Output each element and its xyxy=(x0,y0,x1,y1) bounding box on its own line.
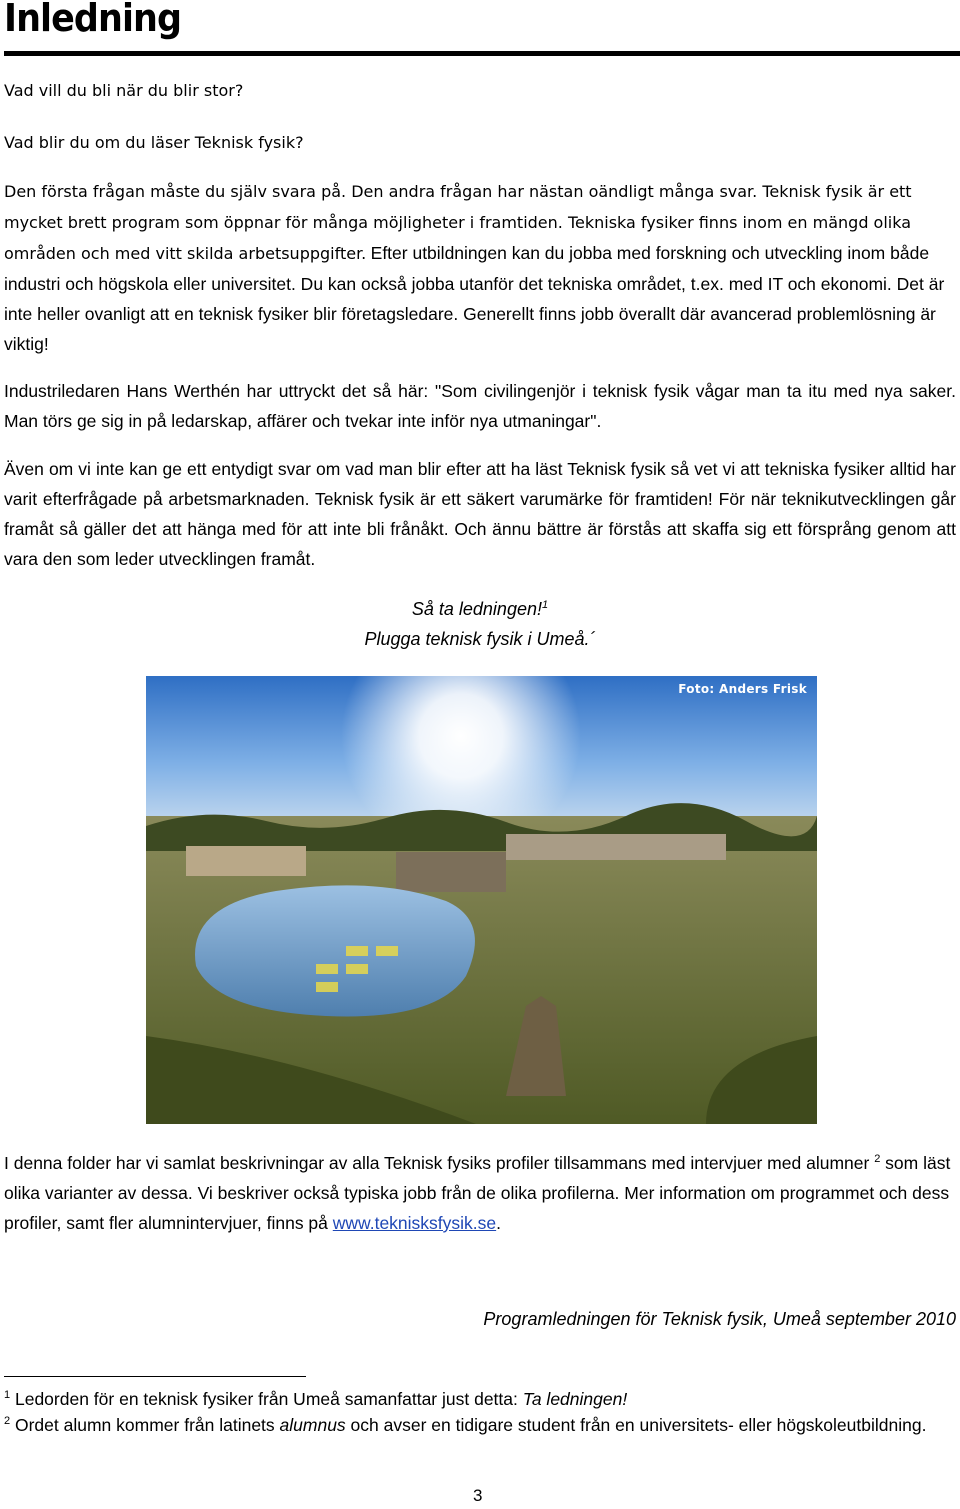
intro-paragraph xyxy=(4,176,956,359)
intro-text-b: Efter utbildningen kan du jobba med forskning och utveckling inom både industri och högskola eller universitet. Du kan också jobba utanför det tekniska området, t.ex. med IT och ekonomi. Det är inte heller ovanligt att en teknisk fysiker blir företagsledare. Generellt finns jobb överallt där avancerad problemlösning är viktig! xyxy=(4,243,945,354)
footnote-2-number: 2 xyxy=(4,1415,11,1428)
footnote-ref-2[interactable]: 2 xyxy=(874,1153,881,1166)
signature: Programledningen för Teknisk fysik, Umeå september 2010 xyxy=(483,1309,956,1329)
building-center xyxy=(396,852,506,892)
folder-text-1: I denna folder har vi samlat beskrivningar av alla Teknisk fysiks profiler tillsammans med intervjuer med alumner xyxy=(4,1153,870,1173)
campus-photo xyxy=(146,676,817,1124)
website-link[interactable]: www.teknisksfysik.se xyxy=(332,1213,497,1233)
folder-text-2: som läst olika varianter av dessa. Vi beskriver också typiska jobb från de olika profilerna. Mer information om programmet och dess profiler, samt fler alumnintervjuer, finns på xyxy=(4,1153,951,1233)
footnote-1-number: 1 xyxy=(4,1389,11,1402)
footnote-2-text-c: och avser en tidigare student från en universitets- eller högskoleutbildning. xyxy=(345,1415,927,1435)
folder-text-end: . xyxy=(496,1213,502,1233)
pond xyxy=(195,885,475,1016)
motto-text-1: Så ta ledningen! xyxy=(411,599,542,619)
footnote-rule xyxy=(4,1376,306,1377)
campus-photo-illustration xyxy=(146,676,817,1124)
building-right xyxy=(506,834,726,860)
photo-credit: Foto: Anders Frisk xyxy=(678,682,807,696)
footnote-2-emphasis: alumnus xyxy=(279,1415,346,1435)
footnote-1-emphasis: Ta ledningen! xyxy=(522,1389,628,1409)
heading-rule xyxy=(4,51,960,56)
question-2: Vad blir du om du läser Teknisk fysik? xyxy=(4,133,304,152)
page-number: 3 xyxy=(473,1486,483,1505)
footnote-1 xyxy=(4,1386,954,1412)
question-1: Vad vill du bli när du blir stor? xyxy=(4,81,244,100)
motto-line-1 xyxy=(4,594,956,624)
intro-text-a: Den första frågan måste du själv svara på. Den andra frågan har nästan oändligt många svar. Teknisk fysik är ett mycket brett program som öppnar för många möjligheter i framtiden. Tekniska fysiker finns inom en mängd olika områden och med vitt skilda arbetsuppgifter. xyxy=(4,182,912,263)
page-heading: Inledning xyxy=(4,0,182,40)
footnote-1-text: Ledorden för en teknisk fysiker från Umeå samanfattar just detta: xyxy=(10,1389,523,1409)
folder-paragraph xyxy=(4,1148,956,1238)
market-paragraph: Även om vi inte kan ge ett entydigt svar om vad man blir efter att ha läst Teknisk fysik så vet vi att tekniska fysiker alltid har varit efterfrågade på arbetsmarknaden. Teknisk fysik är ett säkert varumärke för framtiden! För när teknikutvecklingen går framåt så gäller det att hänga med för att inte bli frånåkt. Och ännu bättre är förstås att skaffa sig ett försprång genom att vara den som leder utvecklingen framåt. xyxy=(4,459,956,569)
building-left xyxy=(186,846,306,876)
quote-paragraph: Industriledaren Hans Werthén har uttryckt det så här: "Som civilingenjör i teknisk fysik vågar man ta itu med nya saker. Man törs ge sig in på ledarskap, affärer och tvekar inte inför nya utmaningar". xyxy=(4,381,956,431)
motto-line-2: Plugga teknisk fysik i Umeå.´ xyxy=(364,629,596,649)
footnote-ref-1[interactable]: 1 xyxy=(541,599,549,611)
footnote-2 xyxy=(4,1412,954,1438)
footnote-2-text-a: Ordet alumn kommer från latinets xyxy=(10,1415,280,1435)
